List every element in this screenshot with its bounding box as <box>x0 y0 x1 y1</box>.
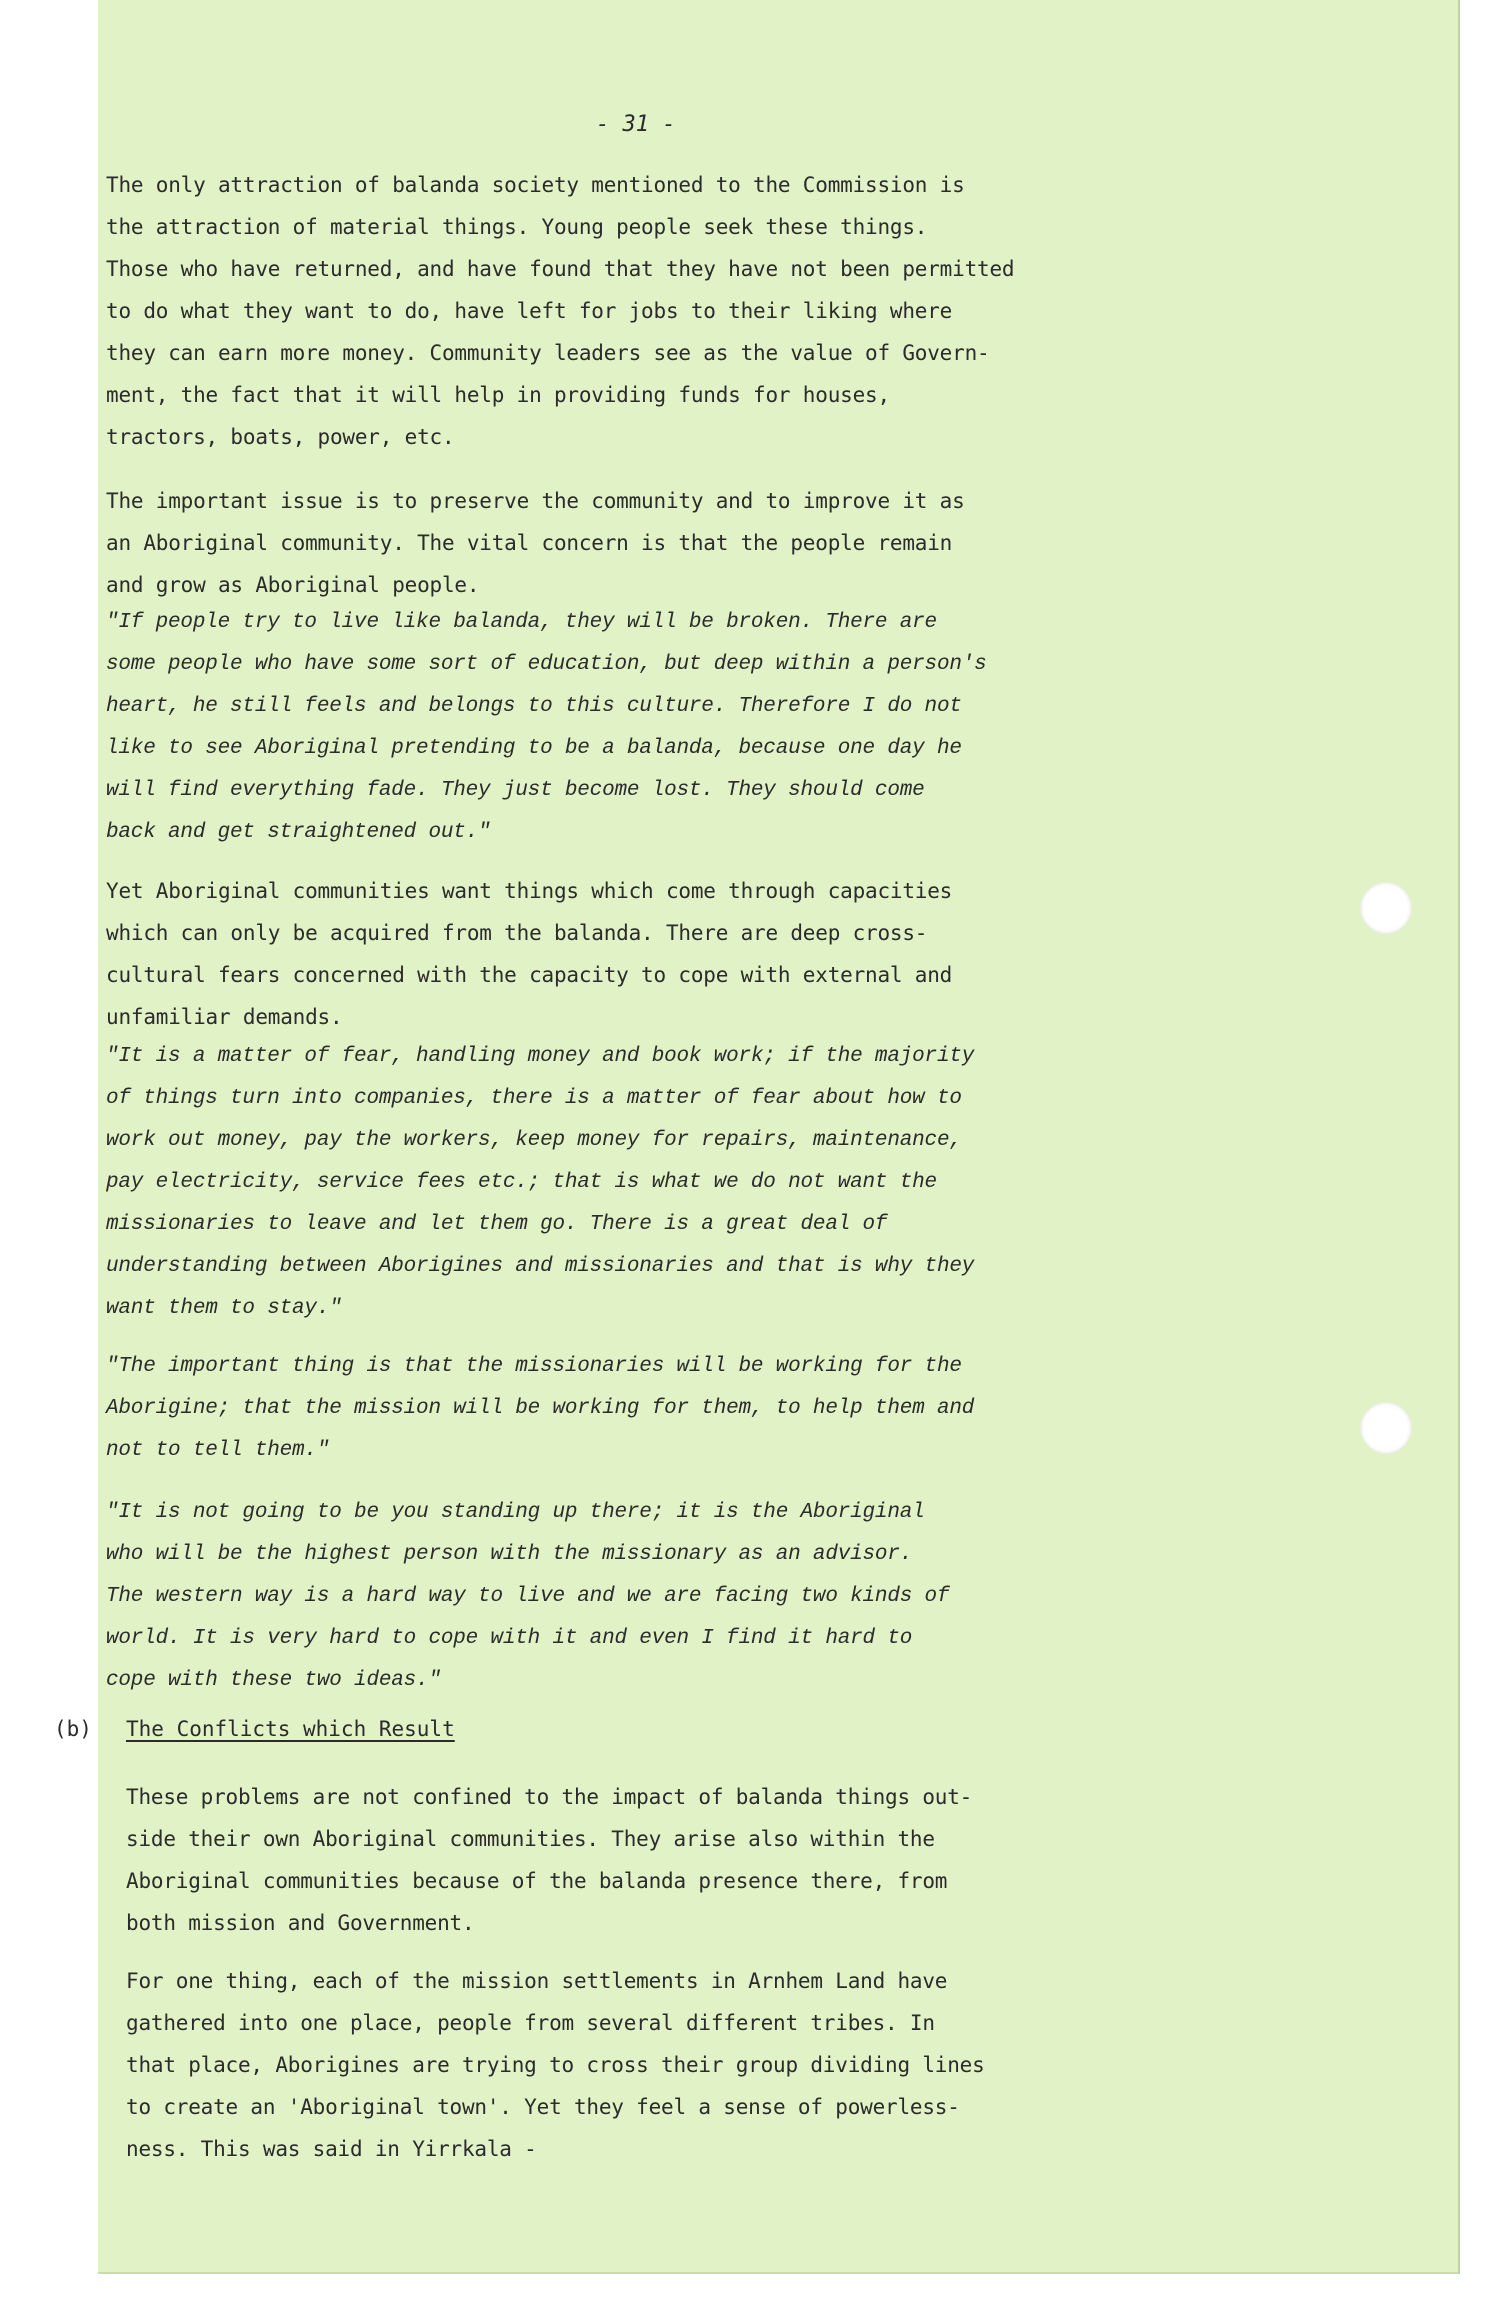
text-line: heart, he still feels and belongs to this culture. Therefore I do not <box>106 695 962 718</box>
text-line: they can earn more money. Community leaders see as the value of Govern- <box>106 341 990 365</box>
quote-matter-of-fear <box>106 1036 1226 1330</box>
section-label: (b) <box>54 1717 92 1741</box>
text-line: These problems are not confined to the impact of balanda things out- <box>126 1785 973 1809</box>
text-line: gathered into one place, people from several different tribes. In <box>126 2011 935 2035</box>
text-line: cultural fears concerned with the capacity to cope with external and <box>106 963 953 987</box>
text-line: not to tell them." <box>106 1439 330 1462</box>
quote-missionaries-working <box>106 1346 1226 1472</box>
text-line: "The important thing is that the missionaries will be working for the <box>106 1355 962 1378</box>
text-line: understanding between Aborigines and missionaries and that is why they <box>106 1255 975 1278</box>
text-line: will find everything fade. They just become lost. They should come <box>106 779 925 802</box>
text-line: "If people try to live like balanda, they will be broken. There are <box>106 611 937 634</box>
text-line: "It is a matter of fear, handling money and book work; if the majority <box>106 1045 975 1068</box>
text-line: The only attraction of balanda society mentioned to the Commission is <box>106 173 965 197</box>
text-line: of things turn into companies, there is a matter of fear about how to <box>106 1087 962 1110</box>
text-line: which can only be acquired from the balanda. There are deep cross- <box>106 921 928 945</box>
text-line: both mission and Government. <box>126 1911 475 1935</box>
paragraph-problems-not-confined <box>126 1776 1226 1944</box>
quote-live-like-balanda <box>106 602 1226 854</box>
section-heading: The Conflicts which Result <box>126 1717 455 1741</box>
text-line: For one thing, each of the mission settlements in Arnhem Land have <box>126 1969 948 1993</box>
text-line: ness. This was said in Yirrkala - <box>126 2137 537 2161</box>
text-line: tractors, boats, power, etc. <box>106 425 455 449</box>
text-line: Aboriginal communities because of the balanda presence there, from <box>126 1869 948 1893</box>
page-number: - 31 - <box>596 112 676 137</box>
paragraph-preserve-community <box>106 480 1226 606</box>
paragraph-material-things <box>106 164 1226 458</box>
paragraph-mission-settlements <box>126 1960 1226 2170</box>
quote-two-kinds-of-world <box>106 1492 1226 1702</box>
text-line: an Aboriginal community. The vital concern is that the people remain <box>106 531 953 555</box>
text-line: that place, Aborigines are trying to cross their group dividing lines <box>126 2053 985 2077</box>
text-line: work out money, pay the workers, keep money for repairs, maintenance, <box>106 1129 962 1152</box>
text-line: missionaries to leave and let them go. There is a great deal of <box>106 1213 888 1236</box>
text-line: cope with these two ideas." <box>106 1669 441 1692</box>
text-line: and grow as Aboriginal people. <box>106 573 480 597</box>
paragraph-cross-cultural-fears <box>106 870 1226 1038</box>
text-line: Those who have returned, and have found that they have not been permitted <box>106 257 1015 281</box>
text-line: "It is not going to be you standing up there; it is the Aboriginal <box>106 1501 925 1524</box>
text-line: world. It is very hard to cope with it and even I find it hard to <box>106 1627 913 1650</box>
text-line: to do what they want to do, have left for jobs to their liking where <box>106 299 953 323</box>
punch-hole <box>1360 1402 1412 1454</box>
text-line: some people who have some sort of education, but deep within a person's <box>106 653 987 676</box>
text-line: pay electricity, service fees etc.; that is what we do not want the <box>106 1171 937 1194</box>
text-line: The western way is a hard way to live and we are facing two kinds of <box>106 1585 950 1608</box>
text-line: side their own Aboriginal communities. They arise also within the <box>126 1827 935 1851</box>
text-line: want them to stay." <box>106 1297 342 1320</box>
text-line: Aborigine; that the mission will be working for them, to help them and <box>106 1397 975 1420</box>
text-line: The important issue is to preserve the community and to improve it as <box>106 489 965 513</box>
text-line: unfamiliar demands. <box>106 1005 343 1029</box>
text-line: who will be the highest person with the missionary as an advisor. <box>106 1543 913 1566</box>
text-line: like to see Aboriginal pretending to be a balanda, because one day he <box>106 737 962 760</box>
text-line: back and get straightened out." <box>106 821 491 844</box>
text-line: to create an 'Aboriginal town'. Yet they feel a sense of powerless- <box>126 2095 960 2119</box>
punch-hole <box>1360 882 1412 934</box>
text-line: the attraction of material things. Young people seek these things. <box>106 215 928 239</box>
text-line: ment, the fact that it will help in providing funds for houses, <box>106 383 890 407</box>
text-line: Yet Aboriginal communities want things which come through capacities <box>106 879 953 903</box>
